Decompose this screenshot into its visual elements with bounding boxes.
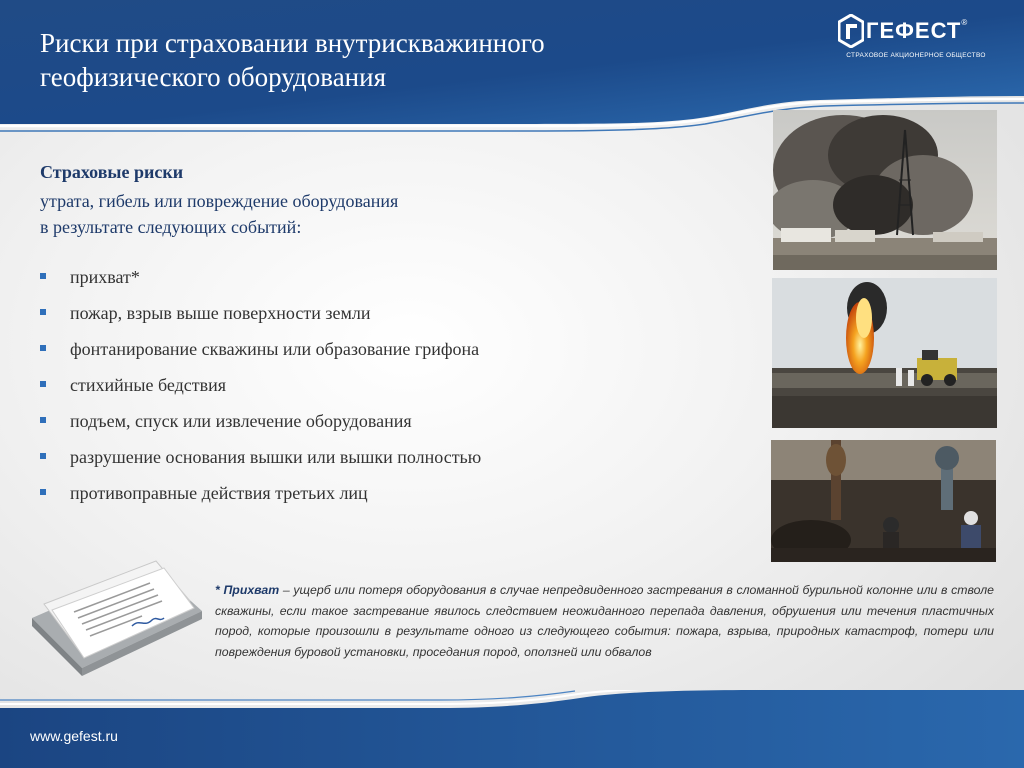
list-item: противоправные действия третьих лиц xyxy=(40,480,481,516)
photo-well-fire xyxy=(772,278,997,428)
bullet-icon xyxy=(40,453,46,459)
photo-oil-workers xyxy=(771,440,996,562)
list-item: подъем, спуск или извлечение оборудования xyxy=(40,408,481,444)
list-item: разрушение основания вышки или вышки полностью xyxy=(40,444,481,480)
company-logo xyxy=(836,12,996,68)
footer-band xyxy=(0,690,1024,768)
bullet-icon xyxy=(40,309,46,315)
section-line-2: в результате следующих событий: xyxy=(40,217,302,237)
logo-name: ГЕФЕСТ® xyxy=(866,18,969,43)
footer-url-link[interactable]: www.gefest.ru xyxy=(30,728,118,744)
photo-smoke-rig xyxy=(773,110,997,270)
section-line-1: утрата, гибель или повреждение оборудования xyxy=(40,191,399,211)
bullet-icon xyxy=(40,273,46,279)
logo-subtitle: СТРАХОВОЕ АКЦИОНЕРНОЕ ОБЩЕСТВО xyxy=(846,52,986,59)
footnote xyxy=(215,580,994,662)
section-description xyxy=(40,188,398,240)
title-line-1: Риски при страховании внутрискважинного xyxy=(40,28,545,58)
list-item: стихийные бедствия xyxy=(40,372,481,408)
list-item: пожар, взрыв выше поверхности земли xyxy=(40,300,481,336)
logo-emblem-icon xyxy=(838,14,864,48)
documents-icon xyxy=(22,556,204,686)
footnote-term: * Прихват xyxy=(215,583,280,597)
bullet-icon xyxy=(40,381,46,387)
bullet-icon xyxy=(40,417,46,423)
footnote-text: – ущерб или потеря оборудования в случае непредвиденного застревания в сломанной бурильной колонне или в стволе скважины, если такое застревание явилось следствием неожиданного перепада давления, обрушения или течения пластичных пород, которые произошли в результате одного из следующего события: пожара, взрыва, природных катастроф, потери или повреждения буровой установки, проседания пород, оползней или обвалов xyxy=(215,583,995,659)
list-item: фонтанирование скважины или образование грифона xyxy=(40,336,481,372)
risk-list xyxy=(40,264,481,516)
bullet-icon xyxy=(40,345,46,351)
bullet-icon xyxy=(40,489,46,495)
section-heading: Страховые риски xyxy=(40,162,184,182)
page-title xyxy=(40,26,680,94)
title-line-2: геофизического оборудования xyxy=(40,62,386,92)
list-item: прихват* xyxy=(40,264,481,300)
